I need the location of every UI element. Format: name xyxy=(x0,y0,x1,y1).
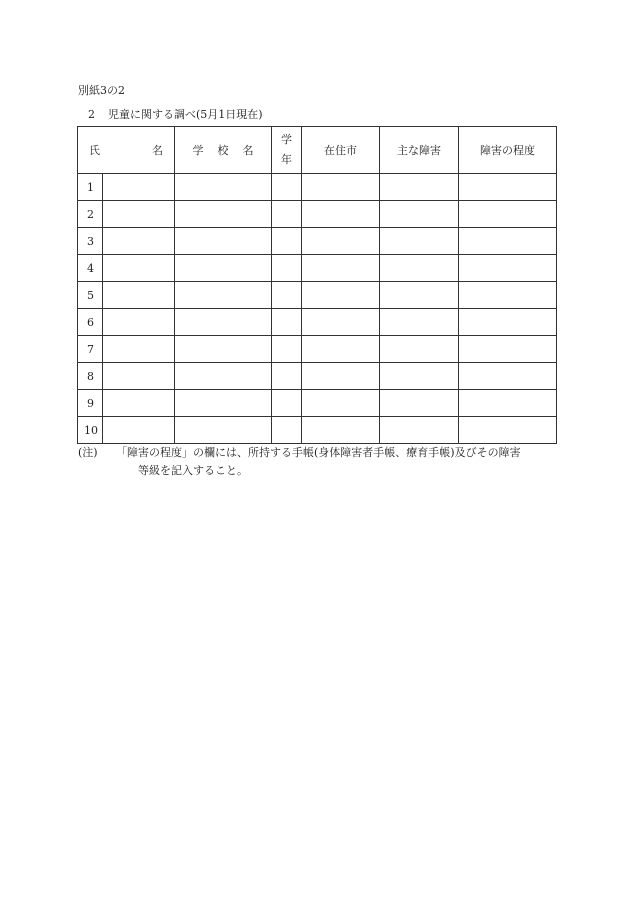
city-cell[interactable] xyxy=(302,363,380,390)
header-grade xyxy=(272,127,302,174)
city-cell[interactable] xyxy=(302,336,380,363)
row-number: 10 xyxy=(78,417,103,444)
disability-cell[interactable] xyxy=(380,201,459,228)
footnote-line-1: 「障害の程度」の欄には、所持する手帳(身体障害者手帳、療育手帳)及びその障害 xyxy=(116,446,521,459)
disability-cell[interactable] xyxy=(380,174,459,201)
table-row xyxy=(78,417,557,444)
table-body xyxy=(78,174,557,444)
city-cell[interactable] xyxy=(302,282,380,309)
table-row xyxy=(78,174,557,201)
degree-cell[interactable] xyxy=(459,336,557,363)
city-cell[interactable] xyxy=(302,228,380,255)
table-row xyxy=(78,201,557,228)
school-cell[interactable] xyxy=(175,228,272,255)
row-number: 5 xyxy=(78,282,103,309)
school-cell[interactable] xyxy=(175,255,272,282)
grade-cell[interactable] xyxy=(272,255,302,282)
header-school xyxy=(175,127,272,174)
school-cell[interactable] xyxy=(175,309,272,336)
row-number: 7 xyxy=(78,336,103,363)
grade-cell[interactable] xyxy=(272,390,302,417)
header-disability: 主な障害 xyxy=(380,127,459,174)
header-grade-1: 学 xyxy=(281,133,292,146)
disability-cell[interactable] xyxy=(380,336,459,363)
header-school-3: 名 xyxy=(242,144,254,157)
grade-cell[interactable] xyxy=(272,309,302,336)
name-cell[interactable] xyxy=(103,255,175,282)
header-degree: 障害の程度 xyxy=(459,127,557,174)
degree-cell[interactable] xyxy=(459,228,557,255)
header-grade-2: 年 xyxy=(281,153,292,166)
disability-cell[interactable] xyxy=(380,228,459,255)
name-cell[interactable] xyxy=(103,417,175,444)
city-cell[interactable] xyxy=(302,417,380,444)
row-number: 8 xyxy=(78,363,103,390)
table-row xyxy=(78,336,557,363)
school-cell[interactable] xyxy=(175,174,272,201)
header-name-left: 氏 xyxy=(89,144,100,157)
header-name xyxy=(78,127,175,174)
disability-cell[interactable] xyxy=(380,363,459,390)
school-cell[interactable] xyxy=(175,282,272,309)
row-number: 2 xyxy=(78,201,103,228)
table-row xyxy=(78,255,557,282)
disability-cell[interactable] xyxy=(380,282,459,309)
disability-cell[interactable] xyxy=(380,309,459,336)
grade-cell[interactable] xyxy=(272,282,302,309)
degree-cell[interactable] xyxy=(459,363,557,390)
degree-cell[interactable] xyxy=(459,255,557,282)
table-row xyxy=(78,282,557,309)
page-label: 別紙3の2 xyxy=(78,84,125,97)
school-cell[interactable] xyxy=(175,417,272,444)
school-cell[interactable] xyxy=(175,363,272,390)
degree-cell[interactable] xyxy=(459,201,557,228)
disability-cell[interactable] xyxy=(380,390,459,417)
section-title xyxy=(88,108,263,122)
city-cell[interactable] xyxy=(302,390,380,417)
header-city: 在住市 xyxy=(302,127,380,174)
row-number: 4 xyxy=(78,255,103,282)
row-number: 9 xyxy=(78,390,103,417)
degree-cell[interactable] xyxy=(459,417,557,444)
name-cell[interactable] xyxy=(103,363,175,390)
city-cell[interactable] xyxy=(302,309,380,336)
grade-cell[interactable] xyxy=(272,228,302,255)
header-name-right: 名 xyxy=(152,144,163,157)
section-title-text: 児童に関する調べ(5月1日現在) xyxy=(108,108,263,121)
footnote-mark: (注) xyxy=(78,446,98,459)
school-cell[interactable] xyxy=(175,390,272,417)
table-row xyxy=(78,309,557,336)
row-number: 1 xyxy=(78,174,103,201)
grade-cell[interactable] xyxy=(272,363,302,390)
row-number: 3 xyxy=(78,228,103,255)
grade-cell[interactable] xyxy=(272,417,302,444)
disability-cell[interactable] xyxy=(380,417,459,444)
header-school-1: 学 xyxy=(192,144,204,157)
degree-cell[interactable] xyxy=(459,309,557,336)
grade-cell[interactable] xyxy=(272,201,302,228)
footnote-line-2: 等級を記入すること。 xyxy=(138,464,248,477)
degree-cell[interactable] xyxy=(459,174,557,201)
city-cell[interactable] xyxy=(302,255,380,282)
grade-cell[interactable] xyxy=(272,336,302,363)
city-cell[interactable] xyxy=(302,201,380,228)
name-cell[interactable] xyxy=(103,309,175,336)
school-cell[interactable] xyxy=(175,336,272,363)
name-cell[interactable] xyxy=(103,228,175,255)
table-row xyxy=(78,390,557,417)
table-row xyxy=(78,363,557,390)
city-cell[interactable] xyxy=(302,174,380,201)
name-cell[interactable] xyxy=(103,282,175,309)
table-header-row xyxy=(78,127,557,174)
disability-cell[interactable] xyxy=(380,255,459,282)
row-number: 6 xyxy=(78,309,103,336)
survey-table xyxy=(77,126,557,444)
name-cell[interactable] xyxy=(103,201,175,228)
section-number: 2 xyxy=(88,108,95,121)
header-school-2: 校 xyxy=(217,144,229,157)
degree-cell[interactable] xyxy=(459,282,557,309)
grade-cell[interactable] xyxy=(272,174,302,201)
name-cell[interactable] xyxy=(103,174,175,201)
table-row xyxy=(78,228,557,255)
school-cell[interactable] xyxy=(175,201,272,228)
name-cell[interactable] xyxy=(103,336,175,363)
degree-cell[interactable] xyxy=(459,390,557,417)
name-cell[interactable] xyxy=(103,390,175,417)
